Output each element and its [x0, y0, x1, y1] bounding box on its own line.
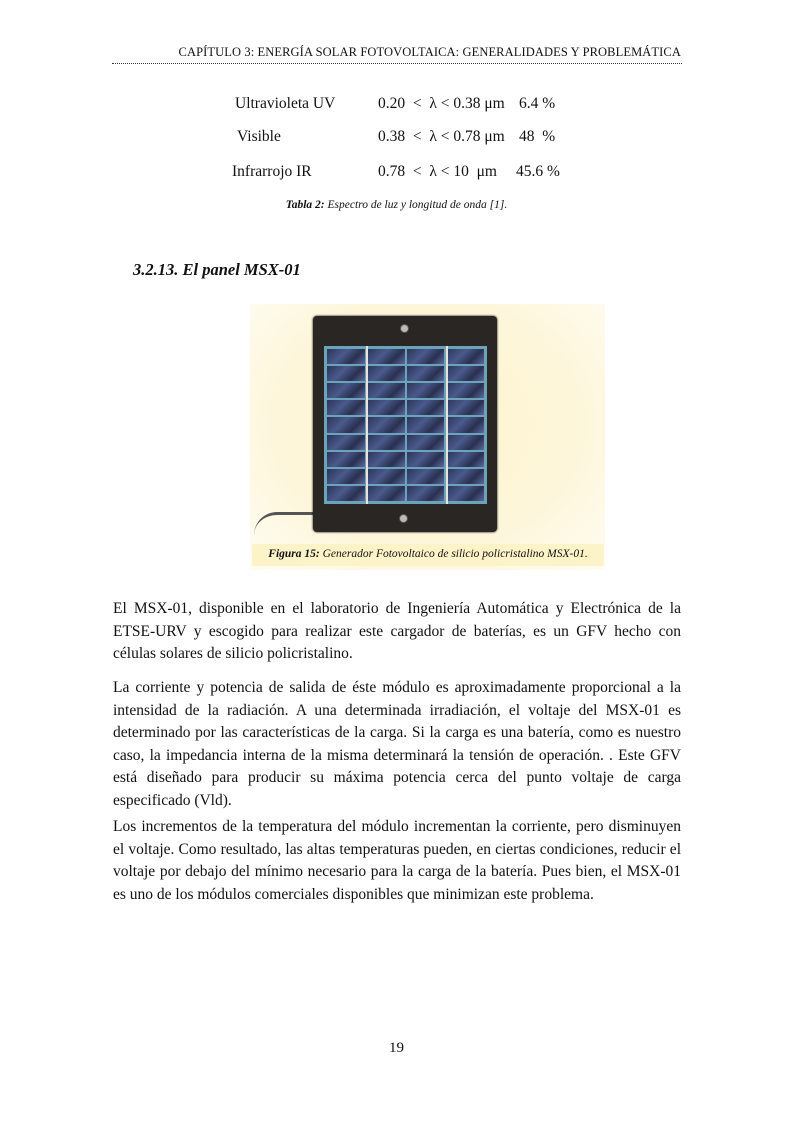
figure-caption-text: Generador Fotovoltaico de silicio policristalino MSX-01.: [319, 548, 588, 560]
panel-hole: [399, 514, 408, 523]
running-header: CAPÍTULO 3: ENERGÍA SOLAR FOTOVOLTAICA: GENERALIDADES Y PROBLEMÁTICA: [178, 45, 681, 59]
page-number: 19: [389, 1040, 404, 1056]
solar-cells-grid: [324, 346, 487, 504]
body-paragraph: Los incrementos de la temperatura del módulo incrementan la corriente, pero disminuyen el voltaje. Como resultado, las altas temperaturas pueden, en ciertas condiciones, reducir el voltaje por debajo del mínimo necesario para la carga de la batería. Pues bien, el MSX-01 es uno de los módulos comerciales disponibles que minimizan este problema.: [113, 818, 681, 903]
table-row-percent: 48 %: [519, 128, 556, 145]
figure-caption-label: Figura 15:: [268, 548, 320, 560]
table-caption-label: Tabla 2:: [285, 199, 325, 211]
table-row-percent: 6.4 %: [519, 95, 556, 112]
table-caption-text: Espectro de luz y longitud de onda [1].: [324, 199, 508, 211]
busbar: [446, 346, 448, 504]
table-row-range: 0.20 < λ < 0.38 μm: [378, 95, 505, 112]
panel-cable: [254, 512, 316, 535]
figure-caption: [252, 544, 604, 566]
table-row-range: 0.78 < λ < 10 μm: [378, 163, 497, 180]
busbar: [366, 346, 368, 504]
table-caption: [0, 199, 793, 211]
table-row-percent: 45.6 %: [516, 163, 560, 180]
body-paragraph: La corriente y potencia de salida de éste módulo es aproximadamente proporcional a la intensidad de la radiación. A una determinada irradiación, el voltaje del MSX-01 es determinado por las características de la carga. Si la carga es una batería, como es nuestro caso, la impedancia interna de la misma determinará la tensión de operación. . Este GFV está diseñado para producir su máxima potencia cerca del punto voltaje de carga especificado (Vld).: [113, 679, 681, 809]
table-row-range: 0.38 < λ < 0.78 μm: [378, 128, 505, 145]
table-row-label: Ultravioleta UV: [235, 95, 336, 112]
solar-panel-image: [313, 316, 497, 532]
header-rule: [112, 63, 682, 64]
table-row-label: Visible: [237, 128, 281, 145]
section-heading: 3.2.13. El panel MSX-01: [133, 260, 301, 279]
panel-hole: [400, 324, 409, 333]
body-paragraph: El MSX-01, disponible en el laboratorio de Ingeniería Automática y Electrónica de la ETSE-URV y escogido para realizar este cargador de baterías, es un GFV hecho con células solares de silicio policristalino.: [113, 600, 681, 662]
table-row-label: Infrarrojo IR: [232, 163, 312, 180]
